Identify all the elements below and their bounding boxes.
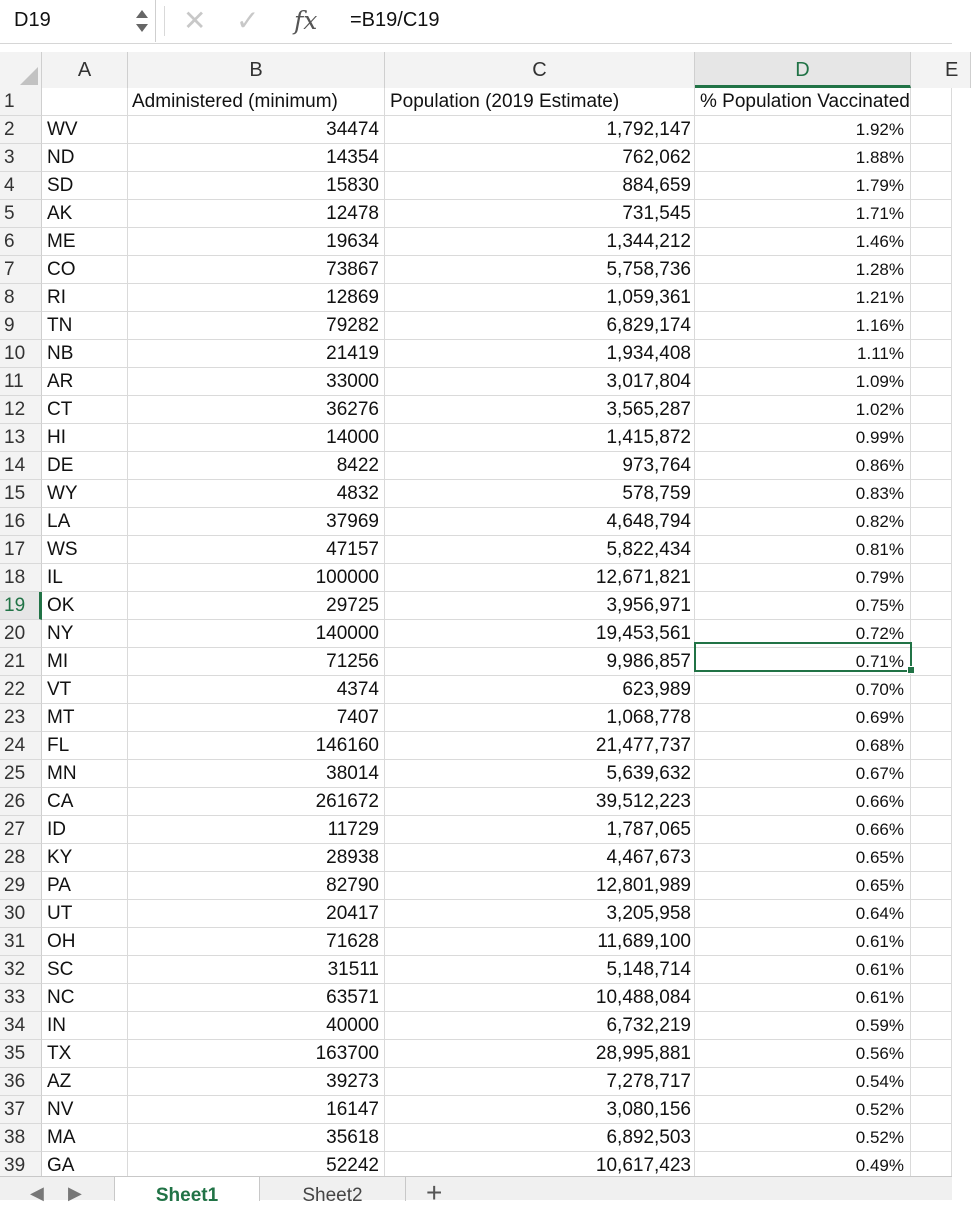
empty-cell[interactable]	[911, 592, 952, 620]
empty-cell[interactable]	[911, 312, 952, 340]
percent-vaccinated-cell[interactable]: 1.16%	[695, 312, 911, 340]
percent-vaccinated-cell[interactable]: 0.67%	[695, 760, 911, 788]
administered-cell[interactable]: 35618	[128, 1124, 385, 1152]
row-number[interactable]: 21	[0, 648, 42, 676]
add-sheet-button[interactable]: +	[426, 1177, 443, 1208]
select-all-corner[interactable]	[0, 52, 42, 88]
population-cell[interactable]: 3,017,804	[385, 368, 695, 396]
empty-cell[interactable]	[911, 732, 952, 760]
table-row	[0, 620, 952, 648]
name-box-stepper-icon[interactable]	[132, 5, 152, 37]
percent-vaccinated-cell[interactable]: 1.28%	[695, 256, 911, 284]
empty-cell[interactable]	[911, 620, 952, 648]
empty-cell[interactable]	[911, 536, 952, 564]
state-cell[interactable]: SD	[42, 172, 128, 200]
cell-d1-header[interactable]: % Population Vaccinated	[695, 88, 911, 116]
table-row	[0, 1012, 952, 1040]
table-row	[0, 788, 952, 816]
table-row	[0, 592, 952, 620]
population-cell[interactable]: 1,934,408	[385, 340, 695, 368]
empty-cell[interactable]	[911, 368, 952, 396]
state-cell[interactable]: MI	[42, 648, 128, 676]
row-number[interactable]: 11	[0, 368, 42, 396]
administered-cell[interactable]: 38014	[128, 760, 385, 788]
percent-vaccinated-cell[interactable]: 0.68%	[695, 732, 911, 760]
next-sheet-icon[interactable]: ▶	[68, 1183, 82, 1203]
row-number[interactable]: 31	[0, 928, 42, 956]
population-cell[interactable]: 3,080,156	[385, 1096, 695, 1124]
administered-cell[interactable]: 79282	[128, 312, 385, 340]
administered-cell[interactable]: 4374	[128, 676, 385, 704]
percent-vaccinated-cell[interactable]: 0.54%	[695, 1068, 911, 1096]
state-cell[interactable]: RI	[42, 284, 128, 312]
empty-cell[interactable]	[911, 452, 952, 480]
row-number[interactable]: 3	[0, 144, 42, 172]
state-cell[interactable]: GA	[42, 1152, 128, 1180]
row-number[interactable]: 6	[0, 228, 42, 256]
administered-cell[interactable]: 47157	[128, 536, 385, 564]
row-number[interactable]: 38	[0, 1124, 42, 1152]
empty-cell[interactable]	[911, 760, 952, 788]
population-cell[interactable]: 1,344,212	[385, 228, 695, 256]
percent-vaccinated-cell[interactable]: 0.86%	[695, 452, 911, 480]
population-cell[interactable]: 28,995,881	[385, 1040, 695, 1068]
row-number[interactable]: 17	[0, 536, 42, 564]
column-header-e[interactable]: E	[911, 52, 971, 88]
administered-cell[interactable]: 4832	[128, 480, 385, 508]
cell-a1[interactable]	[42, 88, 128, 116]
formula-bar-divider	[164, 6, 165, 36]
percent-vaccinated-cell[interactable]: 0.82%	[695, 508, 911, 536]
table-header-row	[0, 88, 952, 116]
row-number[interactable]: 25	[0, 760, 42, 788]
percent-vaccinated-cell[interactable]: 1.79%	[695, 172, 911, 200]
administered-cell[interactable]: 28938	[128, 844, 385, 872]
row-number[interactable]: 36	[0, 1068, 42, 1096]
percent-vaccinated-cell[interactable]: 0.83%	[695, 480, 911, 508]
table-row	[0, 480, 952, 508]
administered-cell[interactable]: 73867	[128, 256, 385, 284]
administered-cell[interactable]: 36276	[128, 396, 385, 424]
administered-cell[interactable]: 11729	[128, 816, 385, 844]
administered-cell[interactable]: 163700	[128, 1040, 385, 1068]
population-cell[interactable]: 7,278,717	[385, 1068, 695, 1096]
empty-cell[interactable]	[911, 1124, 952, 1152]
percent-vaccinated-cell[interactable]: 0.70%	[695, 676, 911, 704]
row-number[interactable]: 37	[0, 1096, 42, 1124]
population-cell[interactable]: 1,415,872	[385, 424, 695, 452]
empty-cell[interactable]	[911, 648, 952, 676]
cell-b1-header[interactable]: Administered (minimum)	[128, 88, 385, 116]
population-cell[interactable]: 6,892,503	[385, 1124, 695, 1152]
table-row	[0, 284, 952, 312]
row-number[interactable]: 34	[0, 1012, 42, 1040]
row-number[interactable]: 7	[0, 256, 42, 284]
state-cell[interactable]: AK	[42, 200, 128, 228]
table-row	[0, 704, 952, 732]
empty-cell[interactable]	[911, 172, 952, 200]
state-cell[interactable]: ND	[42, 144, 128, 172]
table-row	[0, 396, 952, 424]
percent-vaccinated-cell[interactable]: 1.71%	[695, 200, 911, 228]
row-number[interactable]: 20	[0, 620, 42, 648]
administered-cell[interactable]: 31511	[128, 956, 385, 984]
state-cell[interactable]: FL	[42, 732, 128, 760]
empty-cell[interactable]	[911, 956, 952, 984]
percent-vaccinated-cell[interactable]: 1.46%	[695, 228, 911, 256]
table-row	[0, 648, 952, 676]
population-cell[interactable]: 5,758,736	[385, 256, 695, 284]
table-row	[0, 172, 952, 200]
percent-vaccinated-cell[interactable]: 0.71%	[695, 648, 911, 676]
state-cell[interactable]: WV	[42, 116, 128, 144]
administered-cell[interactable]: 8422	[128, 452, 385, 480]
cancel-icon[interactable]: ✕	[183, 5, 207, 36]
table-row	[0, 676, 952, 704]
tab-sheet2[interactable]: Sheet2	[260, 1177, 406, 1201]
population-cell[interactable]: 4,648,794	[385, 508, 695, 536]
administered-cell[interactable]: 140000	[128, 620, 385, 648]
prev-sheet-icon[interactable]: ◀	[30, 1183, 44, 1203]
population-cell[interactable]: 9,986,857	[385, 648, 695, 676]
row-number[interactable]: 27	[0, 816, 42, 844]
state-cell[interactable]: WS	[42, 536, 128, 564]
population-cell[interactable]: 973,764	[385, 452, 695, 480]
administered-cell[interactable]: 34474	[128, 116, 385, 144]
table-row	[0, 508, 952, 536]
percent-vaccinated-cell[interactable]: 0.75%	[695, 592, 911, 620]
state-cell[interactable]: CA	[42, 788, 128, 816]
population-cell[interactable]: 578,759	[385, 480, 695, 508]
state-cell[interactable]: NV	[42, 1096, 128, 1124]
administered-cell[interactable]: 19634	[128, 228, 385, 256]
table-row	[0, 732, 952, 760]
table-row	[0, 564, 952, 592]
state-cell[interactable]: PA	[42, 872, 128, 900]
percent-vaccinated-cell[interactable]: 1.88%	[695, 144, 911, 172]
row-number[interactable]: 28	[0, 844, 42, 872]
row-number[interactable]: 32	[0, 956, 42, 984]
population-cell[interactable]: 4,467,673	[385, 844, 695, 872]
state-cell[interactable]: KY	[42, 844, 128, 872]
administered-cell[interactable]: 71256	[128, 648, 385, 676]
table-row	[0, 956, 952, 984]
percent-vaccinated-cell[interactable]: 0.66%	[695, 788, 911, 816]
table-row	[0, 256, 952, 284]
fx-icon[interactable]: fx	[294, 6, 318, 35]
empty-cell[interactable]	[911, 1012, 952, 1040]
administered-cell[interactable]: 71628	[128, 928, 385, 956]
state-cell[interactable]: SC	[42, 956, 128, 984]
percent-vaccinated-cell[interactable]: 0.61%	[695, 956, 911, 984]
cell-c1-header[interactable]: Population (2019 Estimate)	[385, 88, 695, 116]
row-number[interactable]: 10	[0, 340, 42, 368]
administered-cell[interactable]: 7407	[128, 704, 385, 732]
population-cell[interactable]: 623,989	[385, 676, 695, 704]
population-cell[interactable]: 39,512,223	[385, 788, 695, 816]
population-cell[interactable]: 1,068,778	[385, 704, 695, 732]
state-cell[interactable]: VT	[42, 676, 128, 704]
state-cell[interactable]: NB	[42, 340, 128, 368]
row-number[interactable]: 30	[0, 900, 42, 928]
population-cell[interactable]: 6,829,174	[385, 312, 695, 340]
state-cell[interactable]: ME	[42, 228, 128, 256]
percent-vaccinated-cell[interactable]: 0.65%	[695, 844, 911, 872]
administered-cell[interactable]: 40000	[128, 1012, 385, 1040]
percent-vaccinated-cell[interactable]: 0.61%	[695, 928, 911, 956]
table-row	[0, 228, 952, 256]
empty-cell[interactable]	[911, 144, 952, 172]
row-number[interactable]: 35	[0, 1040, 42, 1068]
row-number[interactable]: 22	[0, 676, 42, 704]
table-row	[0, 200, 952, 228]
sheet-tab-bar	[0, 1176, 952, 1208]
percent-vaccinated-cell[interactable]: 0.79%	[695, 564, 911, 592]
state-cell[interactable]: CT	[42, 396, 128, 424]
column-header-b[interactable]: B	[128, 52, 385, 88]
empty-cell[interactable]	[911, 508, 952, 536]
administered-cell[interactable]: 100000	[128, 564, 385, 592]
population-cell[interactable]: 1,787,065	[385, 816, 695, 844]
administered-cell[interactable]: 33000	[128, 368, 385, 396]
state-cell[interactable]: TX	[42, 1040, 128, 1068]
administered-cell[interactable]: 21419	[128, 340, 385, 368]
empty-cell[interactable]	[911, 228, 952, 256]
administered-cell[interactable]: 15830	[128, 172, 385, 200]
row-number[interactable]: 26	[0, 788, 42, 816]
tab-sheet1[interactable]: Sheet1	[114, 1177, 260, 1201]
population-cell[interactable]: 5,148,714	[385, 956, 695, 984]
empty-cell[interactable]	[911, 900, 952, 928]
percent-vaccinated-cell[interactable]: 1.92%	[695, 116, 911, 144]
empty-cell[interactable]	[911, 396, 952, 424]
table-row	[0, 816, 952, 844]
enter-check-icon[interactable]: ✓	[236, 5, 260, 36]
administered-cell[interactable]: 29725	[128, 592, 385, 620]
empty-cell[interactable]	[911, 480, 952, 508]
state-cell[interactable]: IN	[42, 1012, 128, 1040]
empty-cell[interactable]	[911, 676, 952, 704]
state-cell[interactable]: ID	[42, 816, 128, 844]
empty-cell[interactable]	[911, 816, 952, 844]
state-cell[interactable]: CO	[42, 256, 128, 284]
row-number[interactable]: 1	[0, 88, 42, 116]
administered-cell[interactable]: 52242	[128, 1152, 385, 1180]
administered-cell[interactable]: 261672	[128, 788, 385, 816]
population-cell[interactable]: 6,732,219	[385, 1012, 695, 1040]
percent-vaccinated-cell[interactable]: 1.09%	[695, 368, 911, 396]
percent-vaccinated-cell[interactable]: 0.72%	[695, 620, 911, 648]
administered-cell[interactable]: 37969	[128, 508, 385, 536]
state-cell[interactable]: MN	[42, 760, 128, 788]
empty-cell[interactable]	[911, 200, 952, 228]
administered-cell[interactable]: 82790	[128, 872, 385, 900]
row-number[interactable]: 9	[0, 312, 42, 340]
name-box-value[interactable]: D19	[14, 9, 51, 31]
row-number[interactable]: 8	[0, 284, 42, 312]
population-cell[interactable]: 5,822,434	[385, 536, 695, 564]
table-row	[0, 1068, 952, 1096]
administered-cell[interactable]: 146160	[128, 732, 385, 760]
percent-vaccinated-cell[interactable]: 1.11%	[695, 340, 911, 368]
row-number[interactable]: 19	[0, 592, 42, 620]
percent-vaccinated-cell[interactable]: 0.66%	[695, 816, 911, 844]
empty-cell[interactable]	[911, 844, 952, 872]
empty-cell[interactable]	[911, 872, 952, 900]
state-cell[interactable]: WY	[42, 480, 128, 508]
empty-cell[interactable]	[911, 1068, 952, 1096]
empty-cell[interactable]	[911, 340, 952, 368]
percent-vaccinated-cell[interactable]: 1.02%	[695, 396, 911, 424]
administered-cell[interactable]: 16147	[128, 1096, 385, 1124]
table-row	[0, 760, 952, 788]
state-cell[interactable]: DE	[42, 452, 128, 480]
empty-cell[interactable]	[911, 116, 952, 144]
row-number[interactable]: 15	[0, 480, 42, 508]
state-cell[interactable]: HI	[42, 424, 128, 452]
empty-cell[interactable]	[911, 564, 952, 592]
state-cell[interactable]: LA	[42, 508, 128, 536]
spreadsheet-grid[interactable]	[0, 52, 959, 1176]
empty-cell[interactable]	[911, 704, 952, 732]
percent-vaccinated-cell[interactable]: 0.52%	[695, 1096, 911, 1124]
state-cell[interactable]: NC	[42, 984, 128, 1012]
table-row	[0, 144, 952, 172]
table-row	[0, 984, 952, 1012]
empty-cell[interactable]	[911, 424, 952, 452]
row-number[interactable]: 24	[0, 732, 42, 760]
administered-cell[interactable]: 12478	[128, 200, 385, 228]
population-cell[interactable]: 12,801,989	[385, 872, 695, 900]
administered-cell[interactable]: 12869	[128, 284, 385, 312]
population-cell[interactable]: 3,205,958	[385, 900, 695, 928]
state-cell[interactable]: NY	[42, 620, 128, 648]
empty-cell[interactable]	[911, 256, 952, 284]
state-cell[interactable]: AZ	[42, 1068, 128, 1096]
column-header-c[interactable]: C	[385, 52, 695, 88]
row-number[interactable]: 33	[0, 984, 42, 1012]
table-row	[0, 844, 952, 872]
empty-cell[interactable]	[911, 788, 952, 816]
table-row	[0, 872, 952, 900]
state-cell[interactable]: AR	[42, 368, 128, 396]
administered-cell[interactable]: 63571	[128, 984, 385, 1012]
table-row	[0, 424, 952, 452]
population-cell[interactable]: 12,671,821	[385, 564, 695, 592]
administered-cell[interactable]: 39273	[128, 1068, 385, 1096]
row-number[interactable]: 12	[0, 396, 42, 424]
table-row	[0, 1096, 952, 1124]
empty-cell[interactable]	[911, 928, 952, 956]
row-number[interactable]: 18	[0, 564, 42, 592]
row-number[interactable]: 5	[0, 200, 42, 228]
row-number[interactable]: 14	[0, 452, 42, 480]
row-number[interactable]: 2	[0, 116, 42, 144]
percent-vaccinated-cell[interactable]: 1.21%	[695, 284, 911, 312]
empty-cell[interactable]	[911, 1096, 952, 1124]
table-row	[0, 452, 952, 480]
population-cell[interactable]: 10,488,084	[385, 984, 695, 1012]
state-cell[interactable]: IL	[42, 564, 128, 592]
table-row	[0, 340, 952, 368]
population-cell[interactable]: 762,062	[385, 144, 695, 172]
empty-cell[interactable]	[911, 1040, 952, 1068]
percent-vaccinated-cell[interactable]: 0.99%	[695, 424, 911, 452]
state-cell[interactable]: TN	[42, 312, 128, 340]
state-cell[interactable]: MT	[42, 704, 128, 732]
state-cell[interactable]: MA	[42, 1124, 128, 1152]
column-header-d[interactable]: D	[695, 52, 911, 88]
population-cell[interactable]: 1,059,361	[385, 284, 695, 312]
row-number[interactable]: 23	[0, 704, 42, 732]
fill-handle[interactable]	[907, 666, 915, 674]
percent-vaccinated-cell[interactable]: 0.56%	[695, 1040, 911, 1068]
population-cell[interactable]: 3,565,287	[385, 396, 695, 424]
state-cell[interactable]: OK	[42, 592, 128, 620]
population-cell[interactable]: 11,689,100	[385, 928, 695, 956]
population-cell[interactable]: 19,453,561	[385, 620, 695, 648]
table-row	[0, 312, 952, 340]
row-number[interactable]: 29	[0, 872, 42, 900]
percent-vaccinated-cell[interactable]: 0.81%	[695, 536, 911, 564]
empty-cell[interactable]	[911, 984, 952, 1012]
row-number[interactable]: 13	[0, 424, 42, 452]
percent-vaccinated-cell[interactable]: 0.59%	[695, 1012, 911, 1040]
percent-vaccinated-cell[interactable]: 0.61%	[695, 984, 911, 1012]
table-row	[0, 1040, 952, 1068]
administered-cell[interactable]: 14000	[128, 424, 385, 452]
row-number[interactable]: 39	[0, 1152, 42, 1180]
table-row	[0, 1124, 952, 1152]
table-row	[0, 928, 952, 956]
percent-vaccinated-cell[interactable]: 0.52%	[695, 1124, 911, 1152]
name-box[interactable]	[0, 0, 156, 42]
column-header-a[interactable]: A	[42, 52, 128, 88]
formula-bar	[0, 0, 952, 44]
population-cell[interactable]: 731,545	[385, 200, 695, 228]
population-cell[interactable]: 5,639,632	[385, 760, 695, 788]
percent-vaccinated-cell[interactable]: 0.65%	[695, 872, 911, 900]
cell-e1[interactable]	[911, 88, 952, 116]
population-cell[interactable]: 3,956,971	[385, 592, 695, 620]
population-cell[interactable]: 884,659	[385, 172, 695, 200]
percent-vaccinated-cell[interactable]: 0.49%	[695, 1152, 911, 1180]
row-number[interactable]: 4	[0, 172, 42, 200]
column-header-row	[0, 52, 959, 88]
table-row	[0, 536, 952, 564]
table-row	[0, 900, 952, 928]
state-cell[interactable]: OH	[42, 928, 128, 956]
percent-vaccinated-cell[interactable]: 0.69%	[695, 704, 911, 732]
administered-cell[interactable]: 20417	[128, 900, 385, 928]
state-cell[interactable]: UT	[42, 900, 128, 928]
table-row	[0, 116, 952, 144]
percent-vaccinated-cell[interactable]: 0.64%	[695, 900, 911, 928]
population-cell[interactable]: 1,792,147	[385, 116, 695, 144]
administered-cell[interactable]: 14354	[128, 144, 385, 172]
formula-input[interactable]: =B19/C19	[350, 9, 440, 31]
row-number[interactable]: 16	[0, 508, 42, 536]
population-cell[interactable]: 10,617,423	[385, 1152, 695, 1180]
empty-cell[interactable]	[911, 284, 952, 312]
table-row	[0, 368, 952, 396]
population-cell[interactable]: 21,477,737	[385, 732, 695, 760]
